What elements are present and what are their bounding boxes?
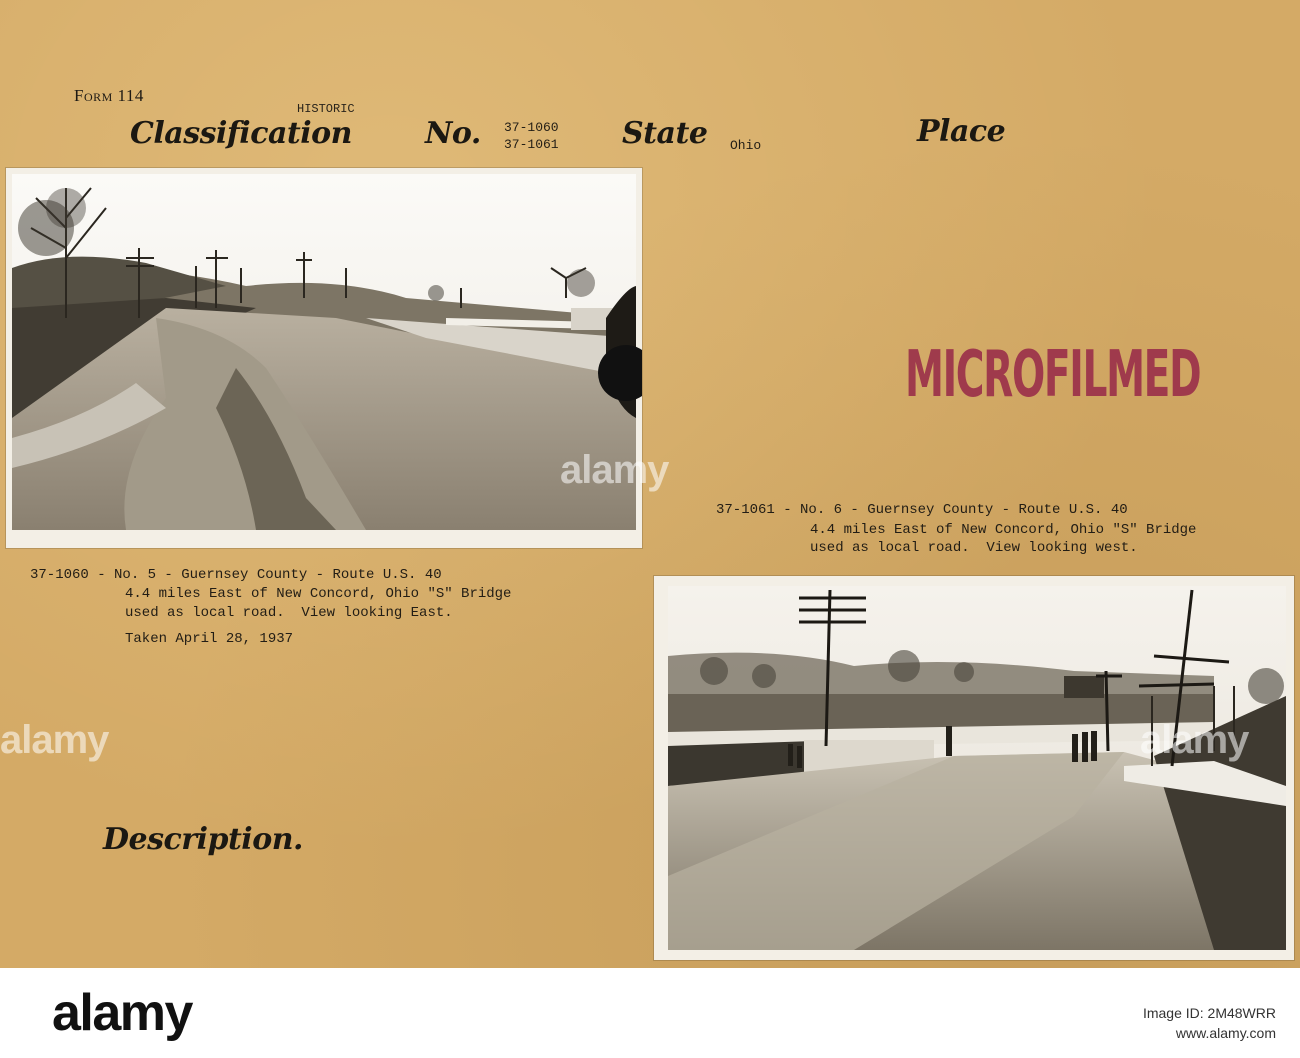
historic-tag: HISTORIC [297, 102, 355, 116]
caption-37-1061-line-3: used as local road. View looking west. [810, 540, 1138, 556]
caption-37-1060-line-3: used as local road. View looking East. [125, 605, 453, 621]
alamy-logo: alamy [52, 984, 192, 1042]
state-label: State [622, 116, 708, 151]
road-west-image [654, 576, 1294, 960]
watermark-1: alamy [560, 448, 669, 492]
number-label: No. [425, 116, 481, 151]
number-value-2: 37-1061 [504, 137, 559, 152]
site-url: www.alamy.com [1175, 1025, 1276, 1041]
microfilmed-stamp: MICROFILMED [905, 338, 1201, 412]
description-label: Description. [103, 822, 303, 857]
watermark-2: alamy [0, 718, 109, 762]
caption-37-1060-line-1: 37-1060 - No. 5 - Guernsey County - Route U.S. 40 [30, 567, 442, 583]
road-east-image [6, 168, 642, 548]
number-value-1: 37-1060 [504, 120, 559, 135]
footer-bar [0, 968, 1300, 1058]
watermark-3: alamy [1140, 718, 1249, 762]
image-id-text: Image ID: 2M48WRR [1142, 1005, 1276, 1021]
image-id [1143, 1003, 1276, 1043]
caption-37-1060-line-4: Taken April 28, 1937 [125, 631, 294, 647]
photo-37-1060 [6, 168, 642, 548]
state-value: Ohio [730, 138, 762, 153]
caption-37-1061-line-1: 37-1061 - No. 6 - Guernsey County - Route U.S. 40 [716, 502, 1128, 518]
classification-label: Classification [130, 116, 352, 151]
place-label: Place [917, 114, 1006, 149]
photo-37-1061 [654, 576, 1294, 960]
form-number: Form 114 [74, 86, 144, 105]
caption-37-1060-line-2: 4.4 miles East of New Concord, Ohio "S" Bridge [125, 586, 512, 602]
caption-37-1061-line-2: 4.4 miles East of New Concord, Ohio "S" Bridge [810, 522, 1197, 538]
